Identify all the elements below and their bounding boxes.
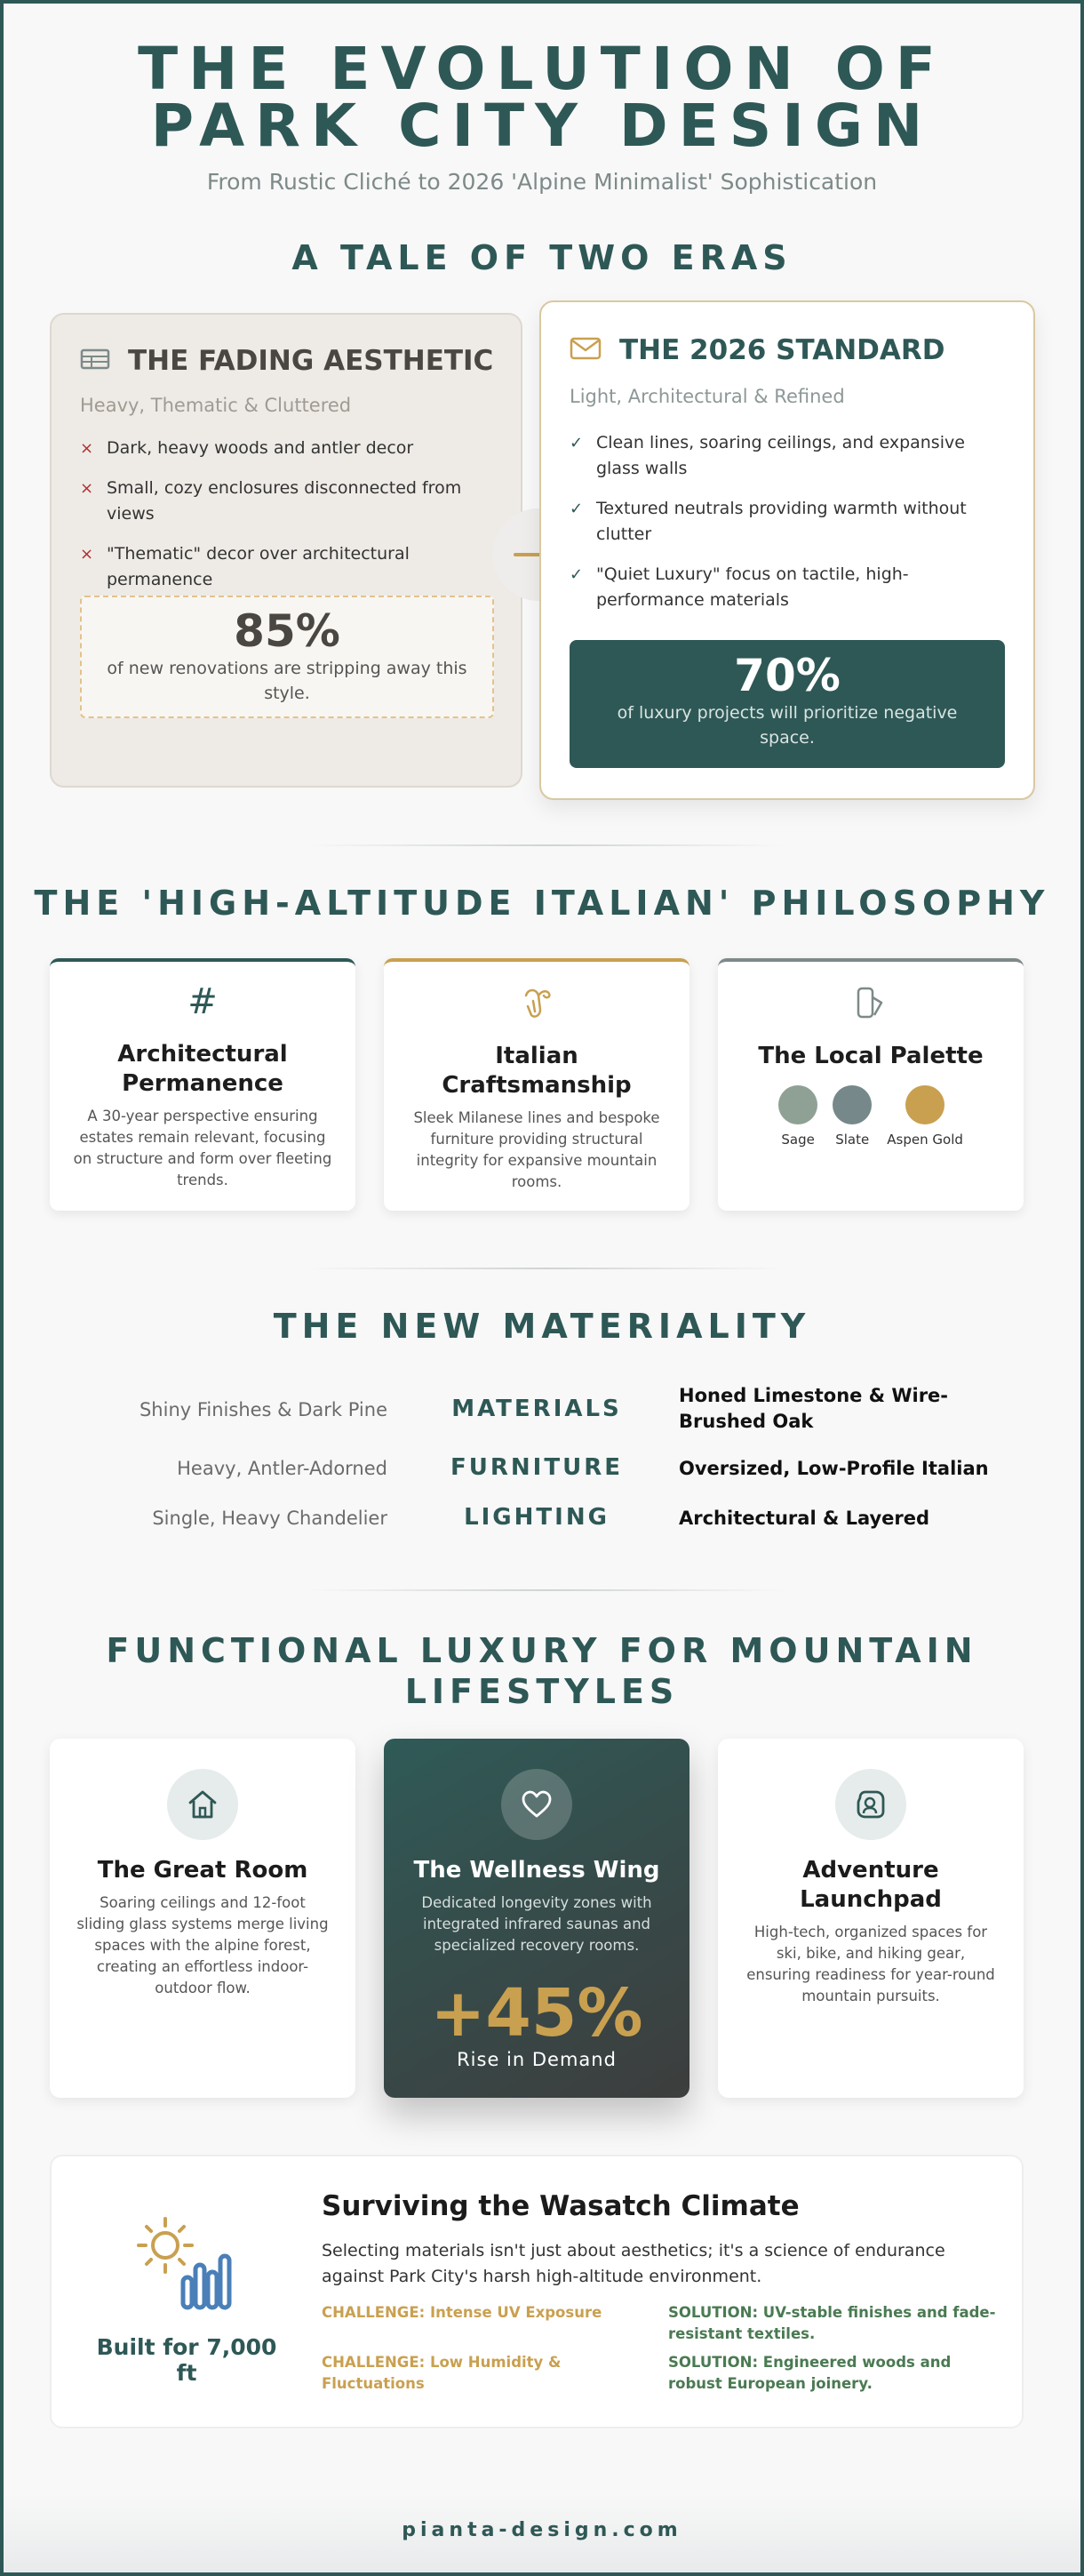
swatch-sage: Sage [778, 1085, 817, 1148]
functional-section-title: FUNCTIONAL LUXURY FOR MOUNTAIN LIFESTYLES [106, 1631, 978, 1711]
philosophy-card-title: The Local Palette [758, 1043, 984, 1069]
materiality-old: Single, Heavy Chandelier [152, 1508, 387, 1529]
palette-swatches [739, 1085, 1002, 1148]
challenge-2: CHALLENGE: Low Humidity & Fluctuations [322, 2354, 562, 2392]
footer-site-link[interactable]: pianta-design.com [402, 2519, 682, 2541]
x-mark-icon: × [80, 479, 94, 498]
2026-standard-title: THE 2026 STANDARD [619, 334, 945, 366]
function-card-adventure [718, 1739, 1024, 2098]
2026-standard-list [570, 430, 1008, 628]
page-title [4, 35, 1080, 160]
heart-icon [501, 1769, 572, 1840]
check-icon: ✓ [570, 500, 584, 518]
materiality-category: LIGHTING [464, 1504, 610, 1531]
fading-aesthetic-list [80, 436, 496, 607]
philosophy-card-permanence [50, 958, 355, 1211]
philosophy-card-title: Architectural Permanence [117, 1041, 288, 1097]
table-icon [80, 348, 110, 374]
check-icon: ✓ [570, 434, 584, 452]
function-card-desc: Dedicated longevity zones with integrated infrared saunas and specialized recovery rooms. [421, 1894, 652, 1954]
function-card-title: Adventure Launchpad [800, 1857, 942, 1913]
materiality-section-title: THE NEW MATERIALITY [273, 1307, 811, 1346]
list-item: × Small, cozy enclosures disconnected from views [80, 476, 496, 527]
swatch-dot [833, 1085, 872, 1124]
challenge-1: CHALLENGE: Intense UV Exposure [322, 2304, 602, 2321]
function-card-great-room [50, 1739, 355, 2098]
swatch-dot [905, 1085, 945, 1124]
materiality-new: Oversized, Low-Profile Italian [679, 1458, 989, 1479]
philosophy-card-craftsmanship [384, 958, 689, 1211]
section-divider [306, 1589, 785, 1591]
section-divider [306, 844, 785, 846]
materiality-row [4, 1454, 1080, 1490]
fading-stat-value: 85% [234, 605, 340, 657]
solution-1: SOLUTION: UV-stable finishes and fade-resistant textiles. [668, 2304, 996, 2342]
solution-2: SOLUTION: Engineered woods and robust European joinery. [668, 2354, 952, 2392]
hand-icon [405, 983, 668, 1026]
philosophy-card-palette [718, 958, 1024, 1211]
philosophy-card-title: Italian Craftsmanship [442, 1043, 632, 1099]
materiality-old: Heavy, Antler-Adorned [177, 1458, 387, 1479]
2026-standard-subtitle: Light, Architectural & Refined [570, 386, 845, 407]
x-mark-icon: × [80, 545, 94, 564]
function-card-desc: High-tech, organized spaces for ski, bike, and hiking gear, ensuring readiness for year-round mountain pursuits. [746, 1924, 995, 2004]
list-item: ✓ Clean lines, soaring ceilings, and expansive glass walls [570, 430, 1008, 482]
fading-aesthetic-card [50, 313, 522, 788]
section-divider [306, 1268, 785, 1269]
materiality-old: Shiny Finishes & Dark Pine [139, 1399, 387, 1420]
sun-chart-icon [133, 2212, 240, 2322]
function-card-desc: Soaring ceilings and 12-foot sliding glass systems merge living spaces with the alpine forest, creating an effortless indoor-outdoor flow. [76, 1894, 329, 1996]
materiality-row [4, 1385, 1080, 1432]
philosophy-card-desc: A 30-year perspective ensuring estates remain relevant, focusing on structure and form over fleeting trends. [73, 1108, 332, 1188]
materiality-new: Architectural & Layered [679, 1508, 930, 1529]
climate-title: Surviving the Wasatch Climate [322, 2190, 800, 2222]
climate-badge-label: Built for 7,000 ft [96, 2334, 277, 2386]
function-card-wellness [384, 1739, 689, 2098]
materiality-row [4, 1504, 1080, 1540]
eras-section-title: A TALE OF TWO ERAS [291, 238, 793, 277]
list-item: ✓ Textured neutrals providing warmth without clutter [570, 496, 1008, 548]
2026-stat-label: of luxury projects will prioritize negative space. [617, 703, 958, 748]
fading-stat-box [80, 596, 494, 718]
page-title-line-1: THE EVOLUTION OF [138, 35, 946, 103]
function-card-title: The Wellness Wing [413, 1857, 660, 1884]
philosophy-card-desc: Sleek Milanese lines and bespoke furniture providing structural integrity for expansive mountain rooms. [413, 1109, 660, 1190]
list-item: ✓ "Quiet Luxury" focus on tactile, high-performance materials [570, 562, 1008, 613]
function-card-title: The Great Room [97, 1857, 308, 1884]
2026-stat-box [570, 640, 1005, 768]
climate-panel [50, 2155, 1024, 2428]
fading-aesthetic-header [80, 345, 493, 377]
page-subtitle: From Rustic Cliché to 2026 'Alpine Minimalist' Sophistication [206, 169, 878, 195]
fading-aesthetic-subtitle: Heavy, Thematic & Cluttered [80, 395, 352, 416]
fading-aesthetic-title: THE FADING AESTHETIC [128, 345, 494, 377]
check-icon: ✓ [570, 565, 584, 584]
gear-bag-icon [835, 1769, 906, 1840]
mail-icon [570, 336, 602, 364]
wellness-stat-value: +45% [430, 1975, 643, 2052]
x-mark-icon: × [80, 439, 94, 458]
hash-icon: # [187, 981, 218, 1022]
list-item: × "Thematic" decor over architectural permanence [80, 541, 496, 593]
swatch-dot [778, 1085, 817, 1124]
materiality-category: FURNITURE [450, 1454, 623, 1481]
swatch-slate: Slate [833, 1085, 872, 1148]
wellness-stat-label: Rise in Demand [457, 2049, 617, 2070]
materiality-new: Honed Limestone & Wire-Brushed Oak [679, 1385, 949, 1432]
philosophy-section-title: THE 'HIGH-ALTITUDE ITALIAN' PHILOSOPHY [34, 884, 1050, 923]
2026-standard-header [570, 334, 945, 366]
list-item: × Dark, heavy woods and antler decor [80, 436, 496, 461]
fading-stat-label: of new renovations are stripping away this style. [107, 659, 467, 703]
swatch-aspen-gold: Aspen Gold [887, 1085, 963, 1148]
2026-standard-card [539, 300, 1035, 800]
house-icon [167, 1769, 238, 1840]
swatches-icon [739, 983, 1002, 1026]
climate-desc: Selecting materials isn't just about aesthetics; it's a science of endurance against Park City's harsh high-altitude environment. [322, 2241, 945, 2286]
page-title-line-2: PARK CITY DESIGN [150, 92, 934, 160]
materiality-category: MATERIALS [451, 1396, 622, 1422]
2026-stat-value: 70% [734, 650, 841, 701]
